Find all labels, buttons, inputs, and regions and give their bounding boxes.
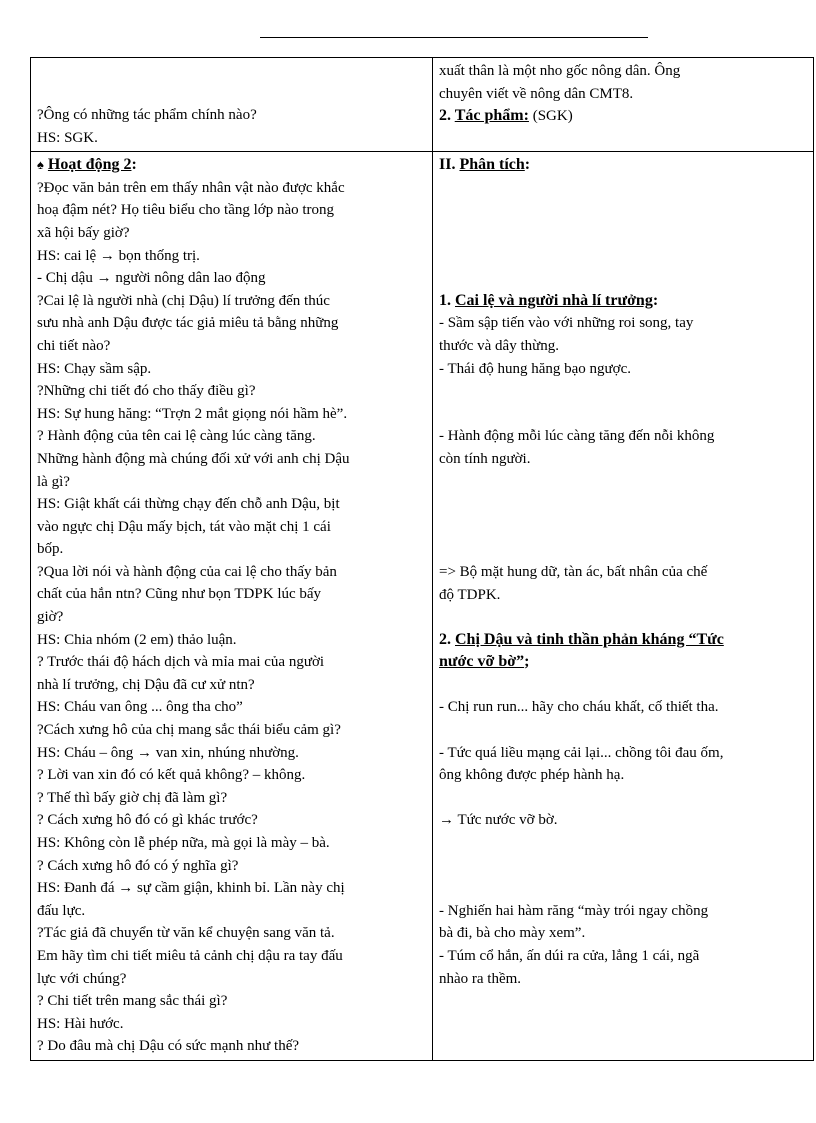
dialogue-line: - Chị dậu → người nông dân lao động [37, 270, 266, 287]
dialogue-line: HS: Giật khất cái thừng chạy đến chỗ anh Dậu, bịt [37, 496, 340, 513]
dialogue-line: lực với chúng? [37, 970, 127, 987]
dialogue-line: ? Chi tiết trên mang sắc thái gì? [37, 993, 228, 1010]
dialogue-line: ?Tác giả đã chuyển từ văn kể chuyện sang văn tả. [37, 925, 335, 942]
dialogue-line: chi tiết nào? [37, 337, 111, 354]
dialogue-line: HS: Không còn lễ phép nữa, mà gọi là mày – bà. [37, 835, 330, 851]
dialogue-line: ?Đọc văn bản trên em thấy nhân vật nào được khắc [37, 179, 345, 196]
dialogue-line: chất của hắn ntn? Cũng như bọn TDPK lúc bấy [37, 586, 322, 603]
dialogue-line: Em hãy tìm chi tiết miêu tả cảnh chị dậu ra tay đấu [37, 947, 343, 964]
dialogue-line: ? Thế thì bấy giờ chị đã làm gì? [37, 789, 228, 806]
conclusion-line: => Bộ mặt hung dữ, tàn ác, bất nhân của chế [439, 563, 708, 580]
dialogue-line: nhà lí trưởng, chị Dậu đã cư xử ntn? [37, 676, 255, 693]
dialogue-line: ? Cách xưng hô đó có ý nghĩa gì? [37, 857, 239, 874]
dialogue-line: ?Những chi tiết đó cho thấy điều gì? [37, 383, 256, 400]
dialogue-line: ?Cai lệ là người nhà (chị Dậu) lí trưởng đến thúc [37, 292, 330, 309]
dialogue-line: ? Cách xưng hô đó có gì khác trước? [37, 812, 258, 829]
spade-icon: ♠ [37, 157, 44, 173]
lesson-table [30, 57, 814, 1061]
analysis-line: - Thái độ hung hăng bạo ngược. [439, 360, 631, 377]
dialogue-line: đấu lực. [37, 902, 86, 919]
subheading-chi-dau-cont: nước vỡ bờ”; [439, 653, 530, 671]
dialogue-line: xã hội bấy giờ? [37, 224, 130, 241]
dialogue-line: ?Cách xưng hô của chị mang sắc thái biểu cảm gì? [37, 722, 341, 739]
dialogue-line: ?Qua lời nói và hành động của cai lệ cho thấy bản [37, 563, 337, 580]
header-rule [260, 37, 648, 38]
analysis-line: ông không được phép hành hạ. [439, 767, 625, 784]
dialogue-line: ? Trước thái độ hách dịch và mỉa mai của người [37, 654, 325, 671]
dialogue-line: ? Hành động của tên cai lệ càng lúc càng tăng. [37, 428, 316, 445]
dialogue-line: ? Lời van xin đó có kết quả không? – không. [37, 767, 306, 784]
analysis-line: còn tính người. [439, 450, 531, 467]
dialogue-line: HS: Cháu van ông ... ông tha cho” [37, 699, 243, 716]
dialogue-line: HS: cai lệ → bọn thống trị. [37, 247, 200, 264]
analysis-line: bà đi, bà cho mày xem”. [439, 925, 586, 942]
subheading-cai-le: 1. Cai lệ và người nhà lí trưởng: [439, 291, 659, 309]
dialogue-line: HS: Hài hước. [37, 1015, 124, 1032]
analysis-heading: II. Phân tích: [439, 156, 531, 174]
analysis-line: - Túm cổ hắn, ấn dúi ra cửa, lẳng 1 cái, ngã [439, 948, 700, 965]
dialogue-line: Những hành động mà chúng đối xử với anh chị Dậu [37, 450, 350, 467]
subheading-chi-dau: 2. Chị Dậu và tinh thần phản kháng “Tức [439, 630, 724, 648]
section-heading-works: 2. Tác phẩm: (SGK) [439, 107, 573, 125]
analysis-line: - Nghiến hai hàm răng “mày trói ngay chồng [439, 902, 709, 919]
dialogue-line: HS: Chạy sầm sập. [37, 360, 152, 377]
answer-line: HS: SGK. [37, 129, 98, 146]
table-row [31, 152, 814, 1061]
analysis-line: nhào ra thềm. [439, 970, 522, 987]
analysis-line: thước và dây thừng. [439, 337, 559, 354]
dialogue-line: ? Do đâu mà chị Dậu có sức mạnh như thế? [37, 1038, 300, 1055]
dialogue-line: sưu nhà anh Dậu được tác giả miêu tả bằng những [37, 315, 339, 332]
analysis-line: - Hành động mỗi lúc càng tăng đến nỗi không [439, 428, 715, 445]
content-column [433, 58, 814, 152]
conclusion-line: độ TDPK. [439, 586, 501, 603]
teacher-student-column [31, 152, 433, 1061]
analysis-line: - Tức quá liều mạng cải lại... chồng tôi đau ốm, [439, 744, 724, 761]
dialogue-line: bốp. [37, 541, 64, 558]
dialogue-line: HS: Chia nhóm (2 em) thảo luận. [37, 631, 237, 648]
dialogue-line: giờ? [37, 609, 64, 626]
analysis-line: - Chị run run... hãy cho cháu khất, cố thiết tha. [439, 699, 719, 716]
content-line: xuất thân là một nho gốc nông dân. Ông [439, 63, 681, 79]
table-row [31, 58, 814, 152]
dialogue-line: HS: Đanh đá → sự cầm giận, khinh bỉ. Lần này chị [37, 880, 345, 897]
analysis-line: - Sầm sập tiến vào với những roi song, tay [439, 315, 694, 332]
dialogue-line: hoạ đậm nét? Họ tiêu biểu cho tầng lớp nào trong [37, 202, 335, 219]
result-line: → Tức nước vỡ bờ. [439, 812, 558, 829]
dialogue-line: HS: Cháu – ông → van xin, nhúng nhường. [37, 744, 299, 761]
dialogue-line: là gì? [37, 473, 70, 490]
content-line: chuyên viết về nông dân CMT8. [439, 85, 634, 102]
dialogue-line: HS: Sự hung hăng: “Trợn 2 mắt giọng nói hầm hè”. [37, 405, 348, 422]
content-column [433, 152, 814, 1061]
dialogue-line: vào ngực chị Dậu mấy bịch, tát vào mặt chị 1 cái [37, 518, 331, 535]
question-line: ?Ông có những tác phẩm chính nào? [37, 107, 257, 123]
teacher-student-column [31, 58, 433, 152]
activity-heading: ♠ Hoạt động 2: [37, 156, 137, 174]
